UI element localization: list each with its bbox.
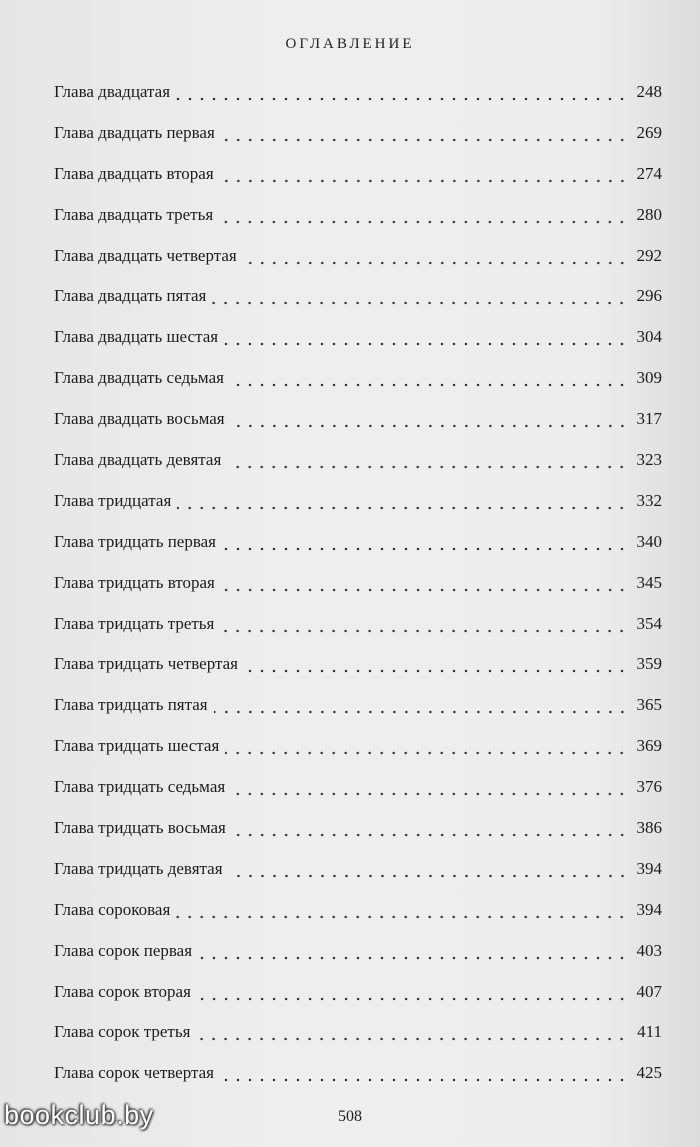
dot-leader	[224, 326, 628, 348]
dot-leader	[197, 981, 628, 1003]
chapter-title: Глава двадцать восьмая	[54, 409, 225, 429]
toc-entry[interactable]	[54, 81, 662, 122]
chapter-page-number: 386	[636, 818, 662, 838]
toc-entry[interactable]	[54, 981, 662, 1022]
dot-leader	[196, 1021, 628, 1043]
chapter-page-number: 296	[636, 286, 662, 306]
chapter-page-number: 345	[636, 572, 662, 592]
toc-entry[interactable]	[54, 490, 662, 531]
dot-leader	[225, 735, 628, 757]
chapter-title: Глава тридцать шестая	[54, 736, 220, 756]
toc-entry[interactable]	[54, 735, 662, 776]
chapter-title: Глава тридцать третья	[54, 613, 215, 633]
toc-entry[interactable]	[54, 858, 662, 899]
dot-leader	[220, 163, 628, 185]
toc-entry[interactable]	[54, 245, 662, 286]
chapter-page-number: 280	[636, 204, 662, 224]
dot-leader	[229, 858, 628, 880]
toc-entry[interactable]	[54, 940, 662, 981]
chapter-title: Глава сорок вторая	[54, 981, 191, 1001]
dot-leader	[227, 449, 628, 471]
toc-entry[interactable]	[54, 1062, 662, 1103]
dot-leader	[220, 613, 628, 635]
dot-leader	[219, 204, 628, 226]
chapter-title: Глава тридцать седьмая	[54, 777, 226, 797]
chapter-title: Глава двадцать девятая	[54, 450, 222, 470]
chapter-title: Глава тридцать восьмая	[54, 818, 226, 838]
chapter-title: Глава тридцать вторая	[54, 572, 215, 592]
chapter-page-number: 394	[636, 899, 662, 919]
chapter-title: Глава сорок третья	[54, 1022, 191, 1042]
toc-entry[interactable]	[54, 817, 662, 858]
chapter-title: Глава тридцать девятая	[54, 858, 223, 878]
chapter-page-number: 403	[636, 940, 662, 960]
toc-entry[interactable]	[54, 572, 662, 613]
dot-leader	[214, 694, 628, 716]
dot-leader	[230, 367, 628, 389]
chapter-page-number: 365	[636, 695, 662, 715]
chapter-page-number: 317	[636, 409, 662, 429]
chapter-title: Глава двадцать вторая	[54, 163, 214, 183]
chapter-title: Глава двадцать пятая	[54, 286, 207, 306]
chapter-page-number: 248	[636, 82, 662, 101]
chapter-title: Глава двадцать первая	[54, 122, 215, 142]
chapter-page-number: 269	[636, 122, 662, 142]
toc-entry[interactable]	[54, 694, 662, 735]
chapter-title: Глава тридцать первая	[54, 531, 217, 551]
chapter-title: Глава двадцать шестая	[54, 327, 219, 347]
dot-leader	[221, 122, 628, 144]
toc-entry[interactable]	[54, 204, 662, 245]
dot-leader	[221, 572, 628, 594]
dot-leader	[244, 653, 628, 675]
chapter-title: Глава двадцать седьмая	[54, 368, 224, 388]
chapter-page-number: 292	[636, 245, 662, 265]
toc-entry[interactable]	[54, 326, 662, 367]
toc-entry[interactable]	[54, 163, 662, 204]
chapter-page-number: 340	[636, 531, 662, 551]
chapter-page-number: 425	[636, 1063, 662, 1083]
dot-leader	[177, 490, 628, 512]
site-watermark: bookclub.by	[4, 1100, 154, 1130]
chapter-title: Глава сороковая	[54, 899, 171, 919]
toc-entry[interactable]	[54, 531, 662, 572]
dot-leader	[212, 285, 628, 307]
chapter-title: Глава тридцать четвертая	[54, 654, 238, 674]
dot-leader	[176, 899, 628, 921]
chapter-title: Глава двадцатая	[54, 82, 171, 101]
chapter-title: Глава двадцать четвертая	[54, 245, 237, 265]
chapter-page-number: 394	[636, 858, 662, 878]
chapter-page-number: 411	[637, 1022, 662, 1042]
chapter-title: Глава двадцать третья	[54, 204, 214, 224]
toc-entry[interactable]	[54, 613, 662, 654]
chapter-title: Глава сорок первая	[54, 940, 193, 960]
chapter-page-number: 323	[636, 450, 662, 470]
table-of-contents	[54, 81, 662, 1103]
dot-leader	[176, 81, 628, 103]
chapter-title: Глава тридцать пятая	[54, 695, 208, 715]
toc-entry[interactable]	[54, 285, 662, 326]
toc-entry[interactable]	[54, 1021, 662, 1062]
dot-leader	[231, 776, 628, 798]
chapter-page-number: 359	[636, 654, 662, 674]
chapter-page-number: 304	[636, 327, 662, 347]
chapter-page-number: 354	[636, 613, 662, 633]
toc-entry[interactable]	[54, 899, 662, 940]
toc-entry[interactable]	[54, 776, 662, 817]
dot-leader	[232, 817, 628, 839]
toc-entry[interactable]	[54, 408, 662, 449]
chapter-page-number: 332	[636, 490, 662, 510]
page-title: ОГЛАВЛЕНИЕ	[285, 36, 415, 52]
chapter-page-number: 376	[636, 777, 662, 797]
chapter-title: Глава сорок четвертая	[54, 1063, 215, 1083]
dot-leader	[222, 531, 628, 553]
chapter-title: Глава тридцатая	[54, 490, 172, 510]
chapter-page-number: 369	[636, 736, 662, 756]
toc-entry[interactable]	[54, 449, 662, 490]
chapter-page-number: 274	[636, 163, 662, 183]
dot-leader	[198, 940, 628, 962]
page-number: 508	[338, 1108, 362, 1125]
dot-leader	[243, 245, 628, 267]
toc-entry[interactable]	[54, 367, 662, 408]
dot-leader	[220, 1062, 628, 1084]
chapter-page-number: 309	[636, 368, 662, 388]
dot-leader	[231, 408, 628, 430]
toc-entry[interactable]	[54, 122, 662, 163]
toc-entry[interactable]	[54, 653, 662, 694]
chapter-page-number: 407	[636, 981, 662, 1001]
